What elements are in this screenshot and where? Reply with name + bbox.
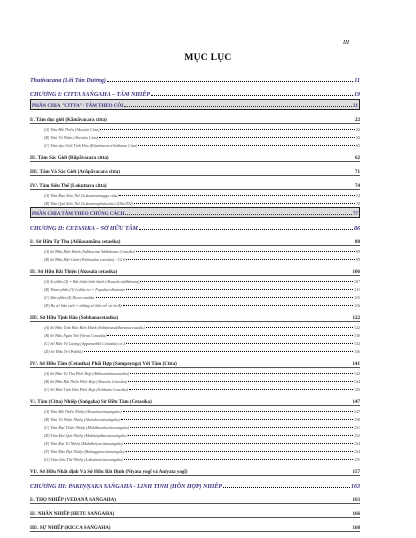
toc-entry-title: (B) Sở Hữu Ngăn Trừ (Virati Cetasika) <box>44 333 107 338</box>
toc-entry-title: (B) Tham-phần (3) Lobha-trì = Papañca-dhamma <box>44 287 125 292</box>
toc-entry-ch[interactable] <box>30 85 360 98</box>
toc-entry-page: 106 <box>352 270 360 275</box>
toc-entry-sec[interactable] <box>30 520 360 532</box>
toc-entry-ch[interactable] <box>30 219 360 232</box>
dot-leader <box>138 145 355 146</box>
dot-leader <box>130 427 353 428</box>
dot-leader <box>124 106 352 107</box>
toc-entry-page: 168 <box>352 526 360 531</box>
toc-entry-page: 147 <box>352 400 360 405</box>
toc-entry-page: 152 <box>354 433 360 438</box>
toc-entry-title: (B) Tâm Vô Nhân (Ahetuka Citta) <box>44 135 99 140</box>
toc-entry-pt[interactable] <box>30 207 360 218</box>
page-title: MỤC LỤC <box>184 53 232 63</box>
toc-entry-title: (A) Si-phần (4) = Bất thiện biến hành (Akusala-sādhārana) <box>44 279 140 284</box>
toc-entry-page: 141 <box>352 362 360 367</box>
toc-entry-title: I/. THỌ NHIẾP (VEDANĀ SAṄGAHA) <box>30 498 116 503</box>
dot-leader <box>96 297 354 298</box>
dot-leader <box>223 487 350 488</box>
toc-entry-page: 130 <box>354 333 360 338</box>
toc-entry-sub[interactable] <box>30 376 360 384</box>
toc-entry-title: IV/. Tâm Siêu Thế (Lokuttara citta) <box>30 184 107 189</box>
toc-entry-title: (D) Ba sở hữu cuối = những sở hữu trễ và ôn độ <box>44 303 122 308</box>
toc-entry-page: 132 <box>354 341 360 346</box>
toc-entry-sub[interactable] <box>30 284 360 292</box>
toc-entry-title: (B) Sở Hữu Bất Thiện Phối Hợp (Akusala Cetasika) <box>44 379 128 384</box>
toc-entry-title: III/. Sở Hữu Tịnh Hảo (Sobhanacetasika) <box>30 316 119 321</box>
toc-entry-sub[interactable] <box>30 246 360 254</box>
toc-entry-page: 154 <box>354 441 360 446</box>
toc-entry-title: CHƯƠNG I: CITTA SAṄGAHA – TÂM NHIẾP <box>30 92 151 98</box>
toc-entry-title: (F) Tâm Đáo Đại Nhiếp (Mahaggatacittasaṅgaho) <box>44 449 126 454</box>
table-of-contents <box>30 70 360 532</box>
toc-entry-sec[interactable] <box>30 234 360 246</box>
toc-entry-title: (A) Tâm Bất Thiện Nhiếp (Akusalacittasaṅgaho) <box>44 409 122 414</box>
toc-entry-title: CHƯƠNG III: PAKIṆṆAKA SAṄGAHA - LINH TINH (HỖN HỢP) NHIẾP <box>30 484 223 490</box>
toc-entry-sub[interactable] <box>30 346 360 354</box>
toc-entry-sub[interactable] <box>30 198 360 206</box>
toc-entry-sec[interactable] <box>30 506 360 518</box>
toc-entry-page: 136 <box>354 349 360 354</box>
toc-entry-page: 99 <box>356 257 360 262</box>
toc-entry-title: (C) Sở Hữu Tịnh Hảo Phối Hợp (Sobhana Cetasika) <box>44 387 129 392</box>
toc-entry-sub[interactable] <box>30 414 360 422</box>
dot-leader <box>99 137 355 138</box>
dot-leader <box>124 443 353 444</box>
dot-leader <box>119 195 355 196</box>
toc-entry-page: 111 <box>354 287 360 292</box>
toc-entry-title: II/. NHÂN NHIẾP (HETU SAṄGAHA) <box>30 512 115 517</box>
toc-entry-title: PHẦN CHIA TÂM THEO CHỦNG CÁCH <box>32 212 125 217</box>
toc-entry-title: I/. Sở Hữu Tợ Tha (Aññasamāna cetasika) <box>30 240 121 245</box>
toc-entry-sub[interactable] <box>30 338 360 346</box>
toc-entry-page: 157 <box>352 470 360 475</box>
dot-leader <box>123 411 353 412</box>
toc-entry-page: 23 <box>356 127 360 132</box>
toc-entry-page: 19 <box>354 92 360 98</box>
dot-leader <box>129 389 353 390</box>
toc-entry-page: 122 <box>352 316 360 321</box>
toc-entry-page: 163 <box>351 484 360 490</box>
toc-entry-title: (B) Tâm Vô Nhân Nhiếp (Ahetukacittasaṅgaho) <box>44 417 121 422</box>
toc-entry-page: 154 <box>354 449 360 454</box>
dot-leader <box>107 81 353 82</box>
toc-entry-page: 21 <box>353 104 358 109</box>
dot-leader <box>139 229 353 230</box>
toc-entry-page: 35 <box>356 135 360 140</box>
dot-leader <box>107 335 353 336</box>
toc-entry-title: (B) Tâm Quả Siêu Thế (Lokuttaraphalacitta) (Dhs.892) <box>44 201 133 206</box>
toc-entry-page: 166 <box>352 512 360 517</box>
dot-leader <box>84 351 353 352</box>
toc-entry-sub[interactable] <box>30 322 360 330</box>
toc-entry-sub[interactable] <box>30 330 360 338</box>
toc-entry-title: II/. Tâm Sắc Giới (Rūpāvacara citta) <box>30 156 109 161</box>
toc-entry-sub[interactable] <box>30 140 360 148</box>
toc-entry-sub[interactable] <box>30 300 360 308</box>
toc-entry-sub[interactable] <box>30 276 360 284</box>
toc-entry-title: III/. SỰ NHIẾP (KICCA SAṄGAHA) <box>30 526 111 531</box>
toc-entry-sec[interactable] <box>30 150 360 162</box>
toc-entry-page: 155 <box>354 457 360 462</box>
dot-leader <box>123 305 353 306</box>
dot-leader <box>128 381 353 382</box>
toc-entry-sub[interactable] <box>30 422 360 430</box>
toc-entry-title: (D) Tâm Đại Quả Nhiếp (Mahāvipākacittasaṅgaho) <box>44 433 128 438</box>
toc-entry-title: CHƯƠNG II: CETASIKA – SỞ HỮU TÂM <box>30 226 138 232</box>
toc-entry-title: IV/. Sở Hữu Tâm (Cetasika) Phối Hợp (Sampayoga) Với Tâm (Citta) <box>30 362 177 367</box>
toc-entry-title: (C) Sân-phần (4) Dosa-catukka <box>44 295 95 300</box>
toc-entry-sec[interactable] <box>30 394 360 406</box>
dot-leader <box>126 451 353 452</box>
toc-entry-page: 115 <box>354 295 360 300</box>
toc-entry-page: 150 <box>354 417 360 422</box>
toc-entry-page: 74 <box>356 193 360 198</box>
toc-entry-sec[interactable] <box>30 178 360 190</box>
toc-entry-sub[interactable] <box>30 124 360 132</box>
dot-leader <box>134 203 355 204</box>
toc-entry-page: 71 <box>355 170 360 175</box>
toc-entry-title: (C) Sở Hữu Vô Lượng (Appamaññā Cetasika) có 2 <box>44 341 126 346</box>
toc-entry-page: 147 <box>354 409 360 414</box>
toc-entry-title: (A) Tâm Bất Thiện (Akusala Citta) <box>44 127 100 132</box>
toc-entry-sub[interactable] <box>30 454 360 462</box>
toc-entry-page: 22 <box>355 118 360 123</box>
toc-entry-sec[interactable] <box>30 112 360 124</box>
page-number: III <box>343 40 349 46</box>
toc-entry-sub[interactable] <box>30 132 360 140</box>
toc-entry-title: (E) Tâm Đại Tố Nhiếp (Mahākiriyacittasaṅgaho) <box>44 441 123 446</box>
toc-entry-page: 65 <box>356 143 360 148</box>
toc-entry-sec[interactable] <box>30 356 360 368</box>
dot-leader <box>124 459 353 460</box>
toc-entry-page: 145 <box>354 387 360 392</box>
toc-entry-title: (D) Sở Hữu Trí (Paññā) <box>44 349 83 354</box>
toc-entry-page: 74 <box>355 184 360 189</box>
toc-entry-page: 151 <box>354 425 360 430</box>
toc-entry-title: (C) Tâm Đại Thiện Nhiếp (Mahākusalacittasaṅgaho) <box>44 425 130 430</box>
toc-entry-page: 11 <box>354 78 360 84</box>
toc-entry-sec[interactable] <box>30 310 360 322</box>
dot-leader <box>146 327 353 328</box>
toc-entry-sub[interactable] <box>30 254 360 262</box>
toc-entry-sec[interactable] <box>30 164 360 176</box>
toc-entry-sec[interactable] <box>30 464 360 476</box>
toc-entry-sub[interactable] <box>30 438 360 446</box>
toc-entry-page: 163 <box>352 498 360 503</box>
toc-entry-page: 142 <box>354 371 360 376</box>
toc-entry-page: 107 <box>354 279 360 284</box>
toc-entry-title: (A) Sở Hữu Tịnh Hảo Biến Hành (Sobhanasādhāranacetasika) <box>44 325 145 330</box>
dot-leader <box>130 373 353 374</box>
dot-leader <box>121 419 353 420</box>
toc-entry-sec[interactable] <box>30 492 360 504</box>
toc-entry-sub[interactable] <box>30 384 360 392</box>
dot-leader <box>125 214 352 215</box>
toc-entry-title: (G) Tâm Siêu Thế Nhiếp (Lokuttaracittasaṅgaho) <box>44 457 124 462</box>
toc-entry-title: V/. Tâm (Citta) Nhiếp (Saṅgaha) Sở Hữu Tâm (Cetasika) <box>30 400 152 405</box>
toc-entry-title: (A) Tâm Đạo Siêu Thế (Lokuttaramagga citta) <box>44 193 119 198</box>
toc-entry-sub[interactable] <box>30 292 360 300</box>
toc-entry-page: 122 <box>354 325 360 330</box>
toc-entry-title: (A) Sở Hữu Tợ Tha Phối Hợp (Aññasamānacetasika) <box>44 371 130 376</box>
toc-entry-sub[interactable] <box>30 446 360 454</box>
toc-entry-ch[interactable] <box>30 71 360 84</box>
toc-entry-title: PHẦN CHIA "CITTA"- TÂM THEO CÕI <box>32 104 124 109</box>
toc-entry-page: 144 <box>354 379 360 384</box>
dot-leader <box>136 251 355 252</box>
toc-entry-page: 62 <box>355 156 360 161</box>
toc-entry-title: VI/. Sở Hữu Nhất định Và Sở Hữu Bất Định (Niyata yogī và Aniyata yogī) <box>30 470 188 475</box>
dot-leader <box>126 343 353 344</box>
toc-entry-sub[interactable] <box>30 430 360 438</box>
toc-entry-page: 116 <box>354 303 360 308</box>
toc-entry-title: I/. Tâm dục giới (Kāmāvacara citta) <box>30 118 107 123</box>
dot-leader <box>100 129 355 130</box>
dot-leader <box>140 281 353 282</box>
dot-leader <box>151 95 353 96</box>
dot-leader <box>126 259 355 260</box>
toc-entry-page: 89 <box>356 249 360 254</box>
toc-entry-page: 76 <box>356 201 360 206</box>
toc-entry-page: 88 <box>355 240 360 245</box>
toc-entry-title: (C) Tâm dục Giới Tịnh Hảo (Kāmāvacara-Sobhana Citta) <box>44 143 138 148</box>
toc-entry-title: Thutivacana (Lời Tán Dương) <box>30 78 106 84</box>
toc-entry-sub[interactable] <box>30 368 360 376</box>
toc-entry-title: III/. Tâm Vô Sắc Giới (Arūpāvacara citta) <box>30 170 120 175</box>
dot-leader <box>128 435 353 436</box>
toc-entry-sub[interactable] <box>30 406 360 414</box>
toc-entry-title: (A) Sở Hữu Biến Hành (Sabbacitta Sādhārana Cetasika) <box>44 249 135 254</box>
dot-leader <box>126 289 354 290</box>
toc-entry-ch[interactable] <box>30 477 360 490</box>
toc-entry-sec[interactable] <box>30 264 360 276</box>
toc-entry-title: (B) Sở Hữu Biệt Cảnh (Pakinnaka cetasika) - Có 6 <box>44 257 126 262</box>
toc-entry-title: II/. Sở Hữu Bất Thiện (Akusala cetasika) <box>30 270 118 275</box>
toc-entry-page: 77 <box>353 212 358 217</box>
toc-entry-page: 86 <box>354 226 360 232</box>
toc-entry-pt[interactable] <box>30 99 360 110</box>
toc-entry-sub[interactable] <box>30 190 360 198</box>
